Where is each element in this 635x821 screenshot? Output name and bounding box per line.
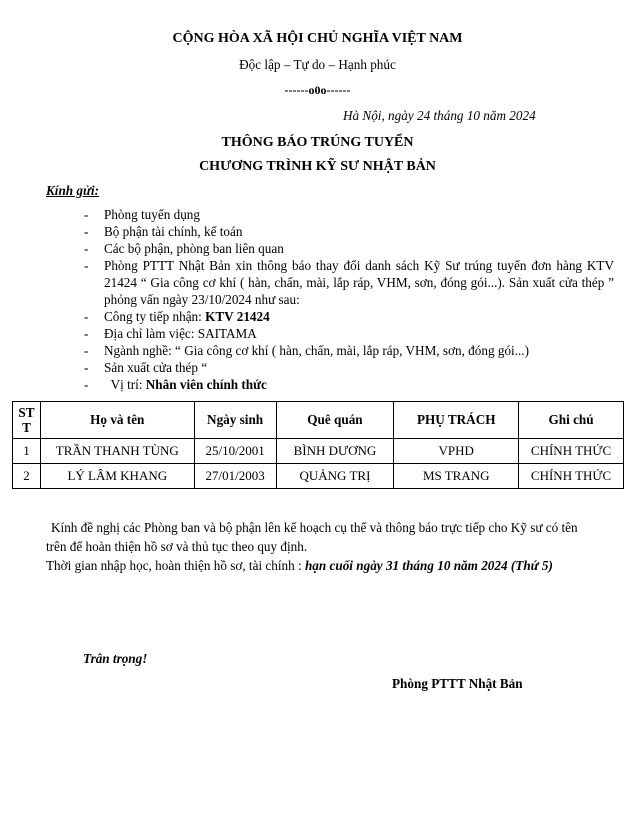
list-item (84, 359, 614, 376)
cell-name: TRẦN THANH TÙNG (40, 439, 194, 464)
cell-note: CHÍNH THỨC (519, 439, 624, 464)
dash-bullet: - (84, 258, 89, 273)
deadline-label: Thời gian nhập học, hoàn thiện hồ sơ, tài chính : (46, 558, 305, 573)
cell-index: 2 (13, 464, 41, 489)
dash-bullet: - (84, 224, 89, 239)
col-header-stt (13, 402, 41, 439)
col-header-text: ST T (18, 405, 35, 435)
list-item (84, 342, 614, 359)
list-item (84, 223, 614, 240)
dash-bullet: - (84, 241, 89, 256)
table-row (13, 464, 624, 489)
place-date: Hà Nội, ngày 24 tháng 10 năm 2024 (343, 108, 536, 123)
recipient-text: Các bộ phận, phòng ban liên quan (104, 241, 284, 256)
workplace-text: Địa chỉ làm việc: SAITAMA (104, 326, 257, 341)
header-separator: ------o0o------ (284, 83, 351, 97)
col-header-in-charge: PHỤ TRÁCH (394, 402, 519, 439)
company-value: KTV 21424 (205, 309, 270, 324)
candidate-table (12, 401, 624, 489)
industry-text: Ngành nghề: “ Gia công cơ khí ( hàn, chấn, mài, lắp ráp, VHM, sơn, đóng gói...) (104, 343, 529, 358)
recipient-text: Bộ phận tài chính, kế toán (104, 224, 243, 239)
deadline-paragraph (46, 556, 594, 575)
dash-bullet: - (84, 343, 89, 358)
col-header-hometown: Quê quán (276, 402, 394, 439)
list-item (84, 240, 614, 257)
list-item (84, 257, 614, 308)
cell-dob: 27/01/2003 (194, 464, 276, 489)
position-label: Vị trí: (110, 377, 146, 392)
national-title: CỘNG HÒA XÃ HỘI CHỦ NGHĨA VIỆT NAM (172, 31, 463, 46)
cell-in-charge: VPHD (394, 439, 519, 464)
closing-regards: Trân trọng! (83, 651, 148, 666)
cell-name: LÝ LÂM KHANG (40, 464, 194, 489)
cell-index: 1 (13, 439, 41, 464)
dash-bullet: - (84, 207, 89, 222)
deadline-value: hạn cuối ngày 31 tháng 10 năm 2024 (Thứ 5) (304, 558, 553, 573)
position-value: Nhân viên chính thức (145, 377, 267, 392)
national-motto: Độc lập – Tự do – Hạnh phúc (239, 57, 396, 72)
cell-hometown: QUẢNG TRỊ (276, 464, 394, 489)
document-subtitle: CHƯƠNG TRÌNH KỸ SƯ NHẬT BẢN (199, 159, 436, 174)
notice-text: Phòng PTTT Nhật Bản xin thông báo thay đổi danh sách Kỹ Sư trúng tuyển đơn hàng KTV 21424 “ Gia công cơ khí ( hàn, chấn, mài, lắp ráp, VHM, sơn, đóng gói...). Sản xuất cửa thép ” phỏng vấn ngày 23/10/2024 như sau: (104, 258, 614, 307)
dash-bullet: - (84, 309, 89, 324)
recipient-list (84, 206, 614, 393)
recipient-text: Phòng tuyển dụng (104, 207, 200, 222)
list-item (84, 325, 614, 342)
cell-hometown: BÌNH DƯƠNG (276, 439, 394, 464)
salutation: Kính gửi: (46, 183, 99, 198)
list-item (84, 308, 614, 325)
industry-text-cont: Sản xuất cửa thép “ (104, 360, 208, 375)
request-paragraph: Kính đề nghị các Phòng ban và bộ phận lên kế hoạch cụ thể và thông báo trực tiếp cho Kỹ sư có tên trên để hoàn thiện hồ sơ và thủ tục theo quy định. (46, 520, 578, 554)
signer-name: Phòng PTTT Nhật Bản (392, 676, 523, 691)
cell-note: CHÍNH THỨC (519, 464, 624, 489)
col-header-note: Ghi chú (519, 402, 624, 439)
list-item (84, 206, 614, 223)
col-header-dob: Ngày sinh (194, 402, 276, 439)
document-title: THÔNG BÁO TRÚNG TUYỂN (221, 135, 414, 150)
dash-bullet: - (84, 377, 89, 392)
company-label: Công ty tiếp nhận: (104, 309, 206, 324)
table-header-row (13, 402, 624, 439)
col-header-name: Họ và tên (40, 402, 194, 439)
cell-dob: 25/10/2001 (194, 439, 276, 464)
table-row (13, 439, 624, 464)
dash-bullet: - (84, 326, 89, 341)
cell-in-charge: MS TRANG (394, 464, 519, 489)
dash-bullet: - (84, 360, 89, 375)
list-item (84, 376, 614, 393)
